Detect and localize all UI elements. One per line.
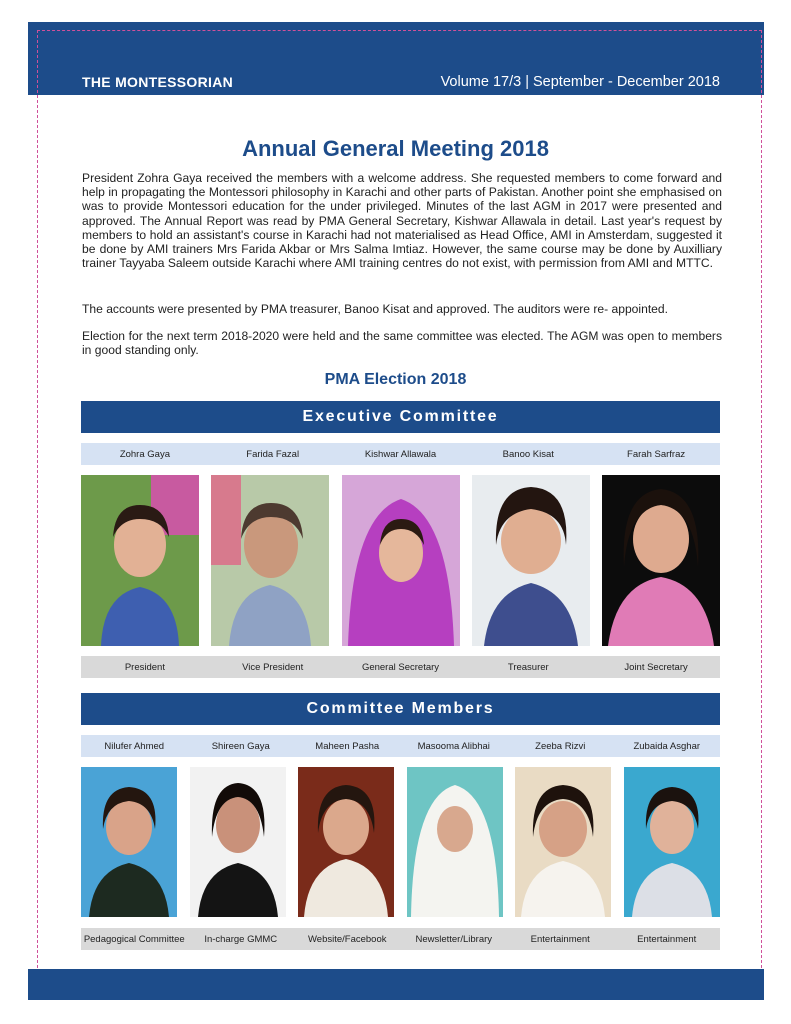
member-photo	[624, 767, 720, 917]
member-role: Newsletter/Library	[415, 933, 493, 945]
committee-names-row	[81, 735, 720, 757]
member-photo	[211, 475, 329, 646]
member-photo	[342, 475, 460, 646]
member-name: Nilufer Ahmed	[104, 740, 165, 752]
member-role: Joint Secretary	[624, 661, 688, 673]
member-photo	[190, 767, 286, 917]
member-photo	[602, 475, 720, 646]
member-name: Masooma Alibhai	[417, 740, 490, 752]
member-role: Treasurer	[507, 661, 549, 673]
member-name: Zubaida Asghar	[633, 740, 701, 752]
committee-members-heading: Committee Members	[81, 693, 720, 725]
issue-info: Volume 17/3 | September - December 2018	[440, 74, 720, 90]
member-name: Maheen Pasha	[315, 740, 380, 752]
member-role: Entertainment	[637, 933, 697, 945]
executive-photos-row	[81, 475, 720, 646]
member-name: Banoo Kisat	[502, 448, 554, 460]
member-role: In-charge GMMC	[204, 933, 278, 945]
member-name: Zohra Gaya	[119, 448, 170, 460]
paragraph: Election for the next term 2018-2020 were held and the same committee was elected. The AGM was open to members in good standing only.	[82, 329, 722, 358]
paragraph: President Zohra Gaya received the members with a welcome address. She requested members to come forward and help in propagating the Montessori philosophy in Karachi and other parts of Pakistan. Another point she emphasised on was to provide Montessori education for the under privileged. Minutes of the last AGM in 2017 were presented and approved. The Annual Report was read by PMA General Secretary, Kishwar Allawala in detail. Last year's request by members to hold an assistant's course in Karachi had not materialised as Head Office, AMI in Amsterdam, suggested it be done by AMI trainers Mrs Farida Akbar or Mrs Salma Imtiaz. However, the same course may be done by Auxilliary trainer Tayyaba Saleem outside Karachi where AMI training centres do not exist, with permission from AMI and MTTC.	[82, 171, 722, 271]
magazine-title: THE MONTESSORIAN	[82, 74, 234, 90]
member-name: Shireen Gaya	[211, 740, 270, 752]
member-role: Vice President	[242, 661, 304, 673]
member-photo	[81, 767, 177, 917]
member-role: General Secretary	[361, 661, 440, 673]
member-role: Website/Facebook	[307, 933, 387, 945]
paragraph: The accounts were presented by PMA treasurer, Banoo Kisat and approved. The auditors were re- appointed.	[82, 302, 668, 316]
executive-committee-heading: Executive Committee	[81, 401, 720, 433]
member-role: President	[124, 661, 165, 673]
executive-names-row	[81, 443, 720, 465]
member-photo	[515, 767, 611, 917]
member-name: Zeeba Rizvi	[535, 740, 586, 752]
article-title: Annual General Meeting 2018	[242, 136, 549, 161]
footer-band	[28, 969, 764, 1000]
executive-roles-row	[81, 656, 720, 678]
committee-roles-row	[81, 928, 720, 950]
member-name: Farah Sarfraz	[627, 448, 686, 460]
election-title: PMA Election 2018	[324, 371, 467, 388]
member-role: Entertainment	[530, 933, 590, 945]
committee-photos-row	[81, 767, 720, 917]
member-photo	[472, 475, 590, 646]
member-name: Farida Fazal	[246, 448, 300, 460]
member-photo	[298, 767, 394, 917]
member-name: Kishwar Allawala	[364, 448, 437, 460]
member-photo	[407, 767, 503, 917]
member-photo	[81, 475, 199, 646]
member-role: Pedagogical Committee	[83, 933, 185, 945]
